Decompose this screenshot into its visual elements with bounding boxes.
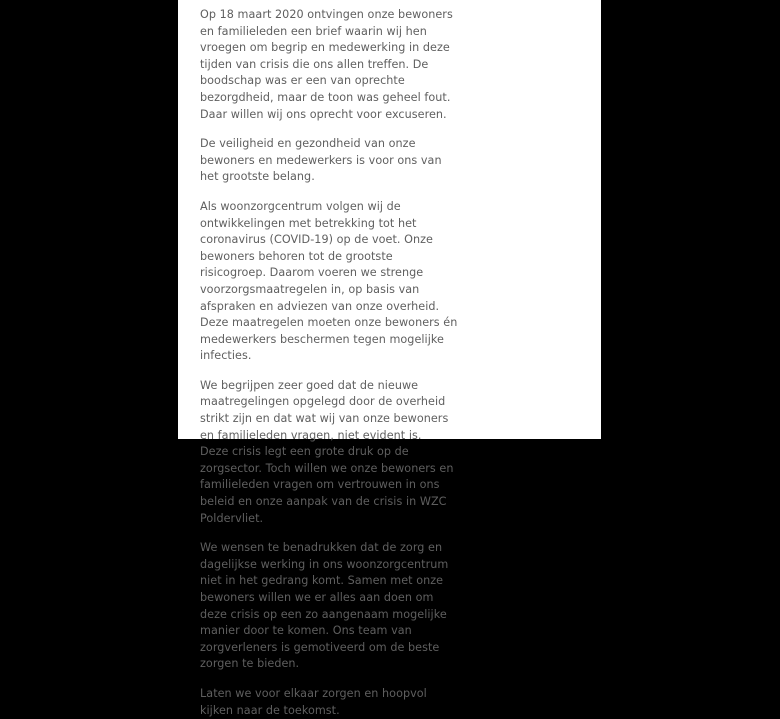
letter-paragraph: [200, 136, 462, 186]
paragraph-line: Laten we voor elkaar zorgen en hoopvol kijken naar de toekomst.: [200, 686, 427, 717]
paragraph-line: Deze crisis legt een grote druk op de zorgsector. Toch willen we onze bewoners en familieleden vragen om vertrouwen in ons beleid en onze aanpak van de crisis in WZC Poldervliet.: [200, 445, 454, 525]
paragraph-line: Op 18 maart 2020 ontvingen onze bewoners en familieleden een brief waarin wij hen vroegen om begrip en medewerking in deze tijden van crisis die ons allen treffen. De boodschap was er een van oprechte bezorgdheid, maar de toon was geheel fout. Daar willen wij ons oprecht voor excuseren.: [200, 8, 453, 121]
paragraph-line: We begrijpen zeer goed dat de nieuwe maatregelingen opgelegd door de overheid strikt zijn en dat wat wij van onze bewoners en familieleden vragen, niet evident is.: [200, 378, 449, 442]
letter-page: [178, 0, 601, 717]
letter-paragraph: [200, 7, 462, 123]
letter-paragraph: [200, 378, 462, 527]
letter-paragraph: [200, 686, 462, 719]
letter-text-body: [200, 7, 462, 719]
paragraph-line: De veiligheid en gezondheid van onze bewoners en medewerkers is voor ons van het grootste belang.: [200, 137, 442, 184]
paragraph-line: We wensen te benadrukken dat de zorg en dagelijkse werking in ons woonzorgcentrum niet in het gedrang komt. Samen met onze bewoners willen we er alles aan doen om deze crisis op een zo aangenaam mogelijke manier door te komen. Ons team van zorgverleners is gemotiveerd om de beste zorgen te bieden.: [200, 541, 449, 671]
paragraph-line: Als woonzorgcentrum volgen wij de ontwikkelingen met betrekking tot het coronavirus (COVID-19) op de voet. Onze bewoners behoren tot de grootste risicogroep. Daarom voeren we strenge voorzorgsmaatregelen in, op basis van afspraken en adviezen van onze overheid. Deze maatregelen moeten onze bewoners én medewerkers beschermen tegen mogelijke infecties.: [200, 199, 458, 363]
letter-paragraph: [200, 199, 462, 365]
letter-paragraph: [200, 540, 462, 673]
